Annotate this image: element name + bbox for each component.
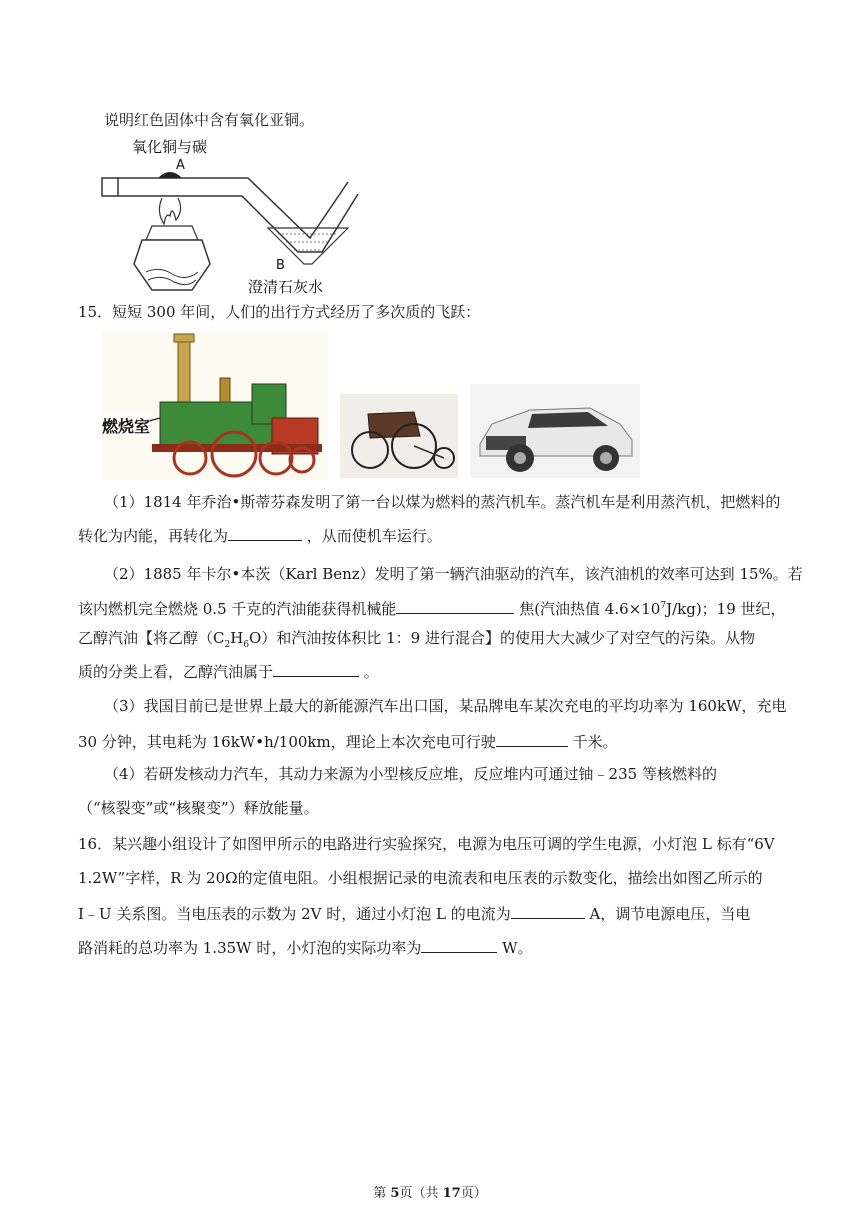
answer-blank-4[interactable] [496,730,568,747]
q15-p1-line2 [78,524,442,546]
q16-line4 [78,936,533,958]
subscript-6: 6 [243,640,250,650]
q16-text-3a: I﹣U 关系图。当电压表的示数为 2V 时，通过小灯泡 L 的电流为 [78,905,511,923]
benz-car-drawing [340,394,458,478]
apparatus-figure [100,134,360,296]
locomotive-drawing [102,332,328,480]
steam-locomotive-image [102,332,328,480]
q15-p3-text-b: 千米。 [572,733,618,751]
q16-text-4b: W。 [502,939,533,957]
suv-drawing [470,384,640,478]
footer-page-number: 5 [390,1186,400,1201]
q15-p3-line2 [78,730,618,752]
q16-text-1: 某兴趣小组设计了如图甲所示的电路进行实验探究，电源为电压可调的学生电源，小灯泡 L 标有“6V [112,835,775,853]
q15-p2-text-b: 焦(汽油热值 4.6×10 [519,600,661,618]
q16-line2: 1.2W”字样，R 为 20Ω的定值电阻。小组根据记录的电流表和电压表的示数变化，描绘出如图乙所示的 [78,869,763,887]
q15-p2-text-g: 质的分类上看，乙醇汽油属于 [78,663,274,681]
q15-p2-line4 [78,660,379,682]
label-a: A [176,158,185,173]
q15-intro-line [78,302,480,322]
top-line: 说明红色固体中含有氧化亚铜。 [104,111,315,129]
q15-p2-line1: （2）1885 年卡尔•本茨（Karl Benz）发明了第一辆汽油驱动的汽车，该汽油机的效率可达到 15%。若 [104,565,803,583]
q15-p2-text-f: O）和汽油按体积比 1：9 进行混合】的使用大大减少了对空气的污染。从物 [249,629,755,647]
label-limewater: 澄清石灰水 [248,278,324,296]
footer-prefix: 第 [373,1186,391,1201]
q15-p1-text-a: 转化为内能，再转化为 [78,527,229,545]
footer-suffix: 页） [460,1186,487,1201]
q15-p3-line1: （3）我国目前已是世界上最大的新能源汽车出口国，某品牌电车某次充电的平均功率为 160kW，充电 [104,697,787,715]
q16-text-4a: 路消耗的总功率为 1.35W 时，小灯泡的实际功率为 [78,939,422,957]
q15-p2-text-d: 乙醇汽油【将乙醇（C [78,629,225,647]
superscript-7: 7 [660,601,667,611]
q16-number: 16． [78,835,113,853]
answer-blank-6[interactable] [421,936,497,953]
footer-total-pages: 17 [442,1186,461,1201]
q15-p1-text-b: ，从而使机车运行。 [306,527,442,545]
q15-p1-line1: （1）1814 年乔治•斯蒂芬森发明了第一台以煤为燃料的蒸汽机车。蒸汽机车是利用蒸汽机，把燃料的 [104,493,781,511]
q15-p2-text-e: H [230,629,244,647]
q16-line1 [78,834,775,854]
q16-text-3b: A，调节电源电压，当电 [589,905,751,923]
q16-line3 [78,902,750,924]
label-copper-oxide-carbon: 氧化铜与碳 [132,138,208,156]
q15-p4-line1: （4）若研发核动力汽车，其动力来源为小型核反应堆，反应堆内可通过铀﹣235 等核燃料的 [104,765,717,783]
answer-blank-2[interactable] [396,597,514,614]
q15-p2-line3 [78,628,755,655]
q15-p2-text-h: 。 [363,663,379,681]
subscript-2: 2 [224,640,231,650]
label-combustion-chamber: 燃烧室 [102,414,150,437]
q15-p2-text-c: J/kg)；19 世纪， [666,600,786,618]
page-footer [0,1182,860,1201]
q15-p2-line2 [78,596,786,619]
answer-blank-1[interactable] [228,524,302,541]
benz-car-image [340,394,458,478]
q15-number: 15． [78,303,113,321]
label-b: B [276,258,285,273]
suv-image [470,384,640,478]
answer-blank-5[interactable] [511,902,585,919]
q15-intro: 短短 300 年间，人们的出行方式经历了多次质的飞跃： [112,303,481,321]
footer-middle: 页（共 [399,1186,443,1201]
q15-p2-text-a: 该内燃机完全燃烧 0.5 千克的汽油能获得机械能 [78,600,397,618]
q15-p3-text-a: 30 分钟，其电耗为 16kW•h/100km，理论上本次充电可行驶 [78,733,496,751]
answer-blank-3[interactable] [273,660,359,677]
q15-p4-line2: （“核裂变”或“核聚变”）释放能量。 [78,799,319,817]
